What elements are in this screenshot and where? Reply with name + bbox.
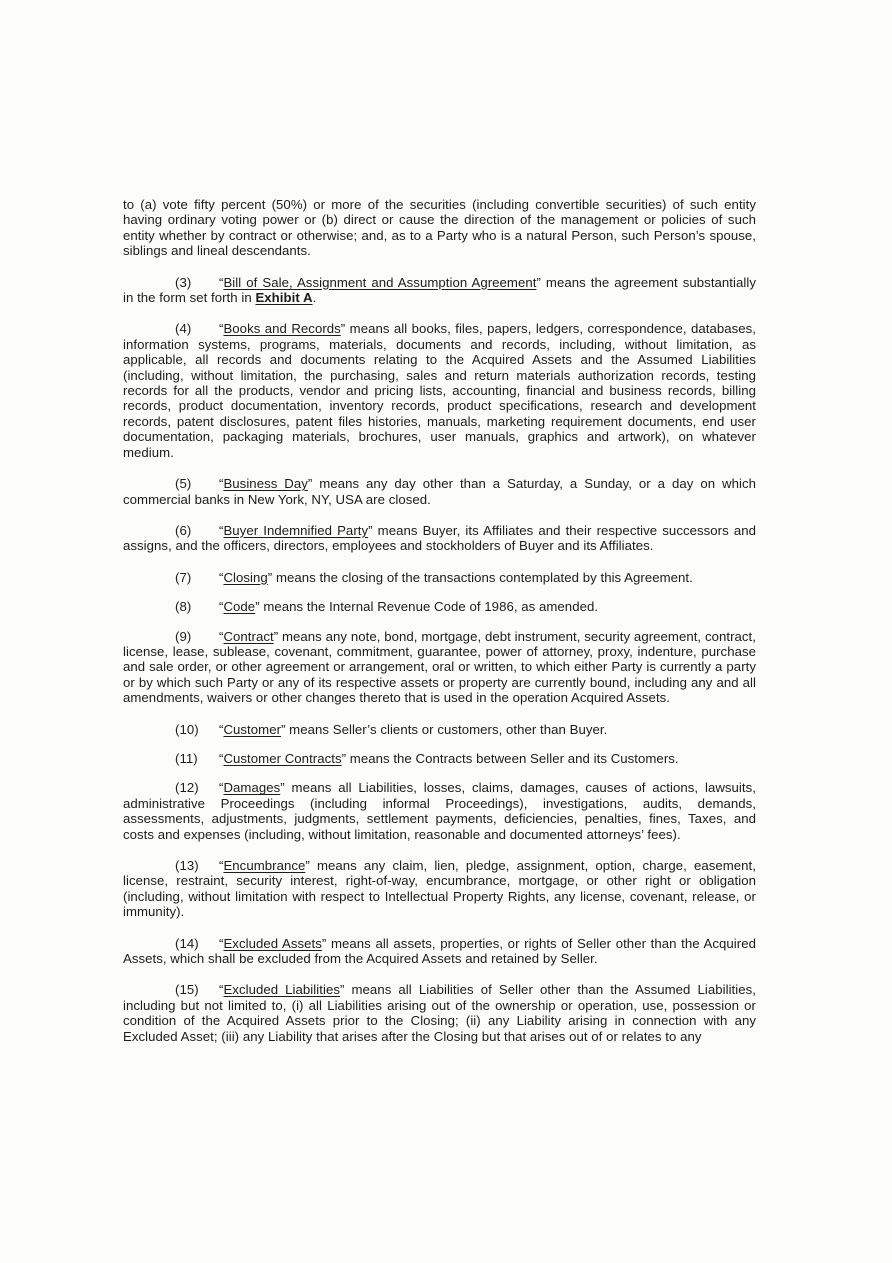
definition-number: (9) (175, 628, 192, 644)
definition-number: (3) (175, 274, 192, 290)
definition-number: (6) (175, 522, 192, 538)
definition-text: means all Liabilities, losses, claims, damages, causes of actions, lawsuits, administrative Proceedings (including informal Proceedings), investigations, audits, demands, assessments, adjustments, judgments, settlement payments, deficiencies, penalties, fines, Taxes, and costs and expenses (including, without limitation, reasonable and documented attorneys’ fees). (123, 780, 756, 842)
defined-term: Contract (223, 628, 274, 644)
defined-term: Excluded Liabilities (223, 982, 340, 998)
definition-text: means the Contracts between Seller and its Customers. (346, 750, 679, 766)
definition-text: means all books, files, papers, ledgers, correspondence, databases, information systems, programs, materials, documents and records, including, without limitation, as applicable, all records and documents relating to the Acquired Assets and the Assumed Liabilities (including, without limitation, the purchasing, sales and return materials authorization records, testing records for all the products, vendor and pricing lists, accounting, financial and business records, billing records, product documentation, inventory records, product specifications, research and development records, patent disclosures, patent files histories, manuals, marketing requirement documents, end user documentation, packaging materials, brochures, user manuals, graphics and artwork), on whatever medium. (123, 321, 756, 460)
continuation-paragraph (123, 197, 756, 259)
definition-text: means any claim, lien, pledge, assignment, option, charge, easement, license, restraint, security interest, right-of-way, encumbrance, mortgage, or other right or obligation (including, without limitation with respect to Intellectual Property Rights, any license, covenant, release, or immunity). (123, 858, 756, 920)
definition-text: means Seller’s clients or customers, other than Buyer. (285, 721, 608, 737)
defined-term: Excluded Assets (223, 935, 322, 951)
definition-12: (12) “Damages” means all Liabilities, losses, claims, damages, causes of actions, lawsuits, administrative Proceedings (including informal Proceedings), investigations, audits, demands, assessments, adjustments, judgments, settlement payments, deficiencies, penalties, fines, Taxes, and costs and expenses (including, without limitation, reasonable and documented attorneys’ fees). (123, 780, 756, 842)
definition-number: (12) (175, 780, 199, 796)
defined-term: Bill of Sale, Assignment and Assumption Agreement (223, 274, 537, 290)
document-body (123, 197, 756, 1060)
definition-number: (8) (175, 599, 192, 615)
definition-text: means Buyer, its Affiliates and their respective successors and assigns, and the officers, directors, employees and stockholders of Buyer and its Affiliates. (123, 522, 757, 554)
defined-term: Customer (223, 721, 282, 737)
definition-text: means the closing of the transactions contemplated by this Agreement. (272, 569, 693, 585)
definition-number: (11) (175, 750, 198, 766)
definition-13: (13) “Encumbrance” means any claim, lien, pledge, assignment, option, charge, easement, license, restraint, security interest, right-of-way, encumbrance, mortgage, or other right or obligation (including, without limitation with respect to Intellectual Property Rights, any license, covenant, release, or immunity). (123, 858, 756, 920)
definition-8: (8) “Code” means the Internal Revenue Code of 1986, as amended. (175, 599, 599, 615)
definition-number: (10) (175, 721, 199, 737)
defined-term: Books and Records (223, 321, 341, 337)
definition-3: (3) “Bill of Sale, Assignment and Assumption Agreement” means the agreement substantially in the form set forth in Exhibit A. (123, 274, 756, 306)
definition-10: (10) “Customer” means Seller’s clients or customers, other than Buyer. (175, 721, 608, 737)
defined-term: Code (223, 599, 256, 615)
definition-text: means any day other than a Saturday, a Sunday, or a day on which commercial banks in New York, NY, USA are closed. (123, 476, 756, 507)
definition-4: (4) “Books and Records” means all books, files, papers, ledgers, correspondence, databases, information systems, programs, materials, documents and records, including, without limitation, as applicable, all records and documents relating to the Acquired Assets and the Assumed Liabilities (including, without limitation, the purchasing, sales and return materials authorization records, testing records for all the products, vendor and pricing lists, accounting, financial and business records, billing records, product documentation, inventory records, product specifications, research and development records, patent disclosures, patent files histories, manuals, marketing requirement documents, end user documentation, packaging materials, brochures, user manuals, graphics and artwork), on whatever medium. (123, 321, 756, 460)
definition-11: (11) “Customer Contracts” means the Contracts between Seller and its Customers. (175, 750, 679, 766)
definition-number: (5) (175, 476, 192, 492)
defined-term: Buyer Indemnified Party (223, 522, 369, 538)
definition-text: means the agreement substantially in the form set forth in (123, 274, 756, 306)
definition-text: means all assets, properties, or rights of Seller other than the Acquired Assets, which shall be excluded from the Acquired Assets and retained by Seller. (123, 935, 756, 967)
definition-punctuation: . (312, 290, 317, 306)
defined-term: Closing (223, 569, 268, 585)
exhibit-reference: Exhibit A (255, 290, 313, 306)
definition-15: (15) “Excluded Liabilities” means all Liabilities of Seller other than the Assumed Liabilities, including but not limited to, (i) all Liabilities arising out of the ownership or operation, use, possession or condition of the Acquired Assets prior to the Closing; (ii) any Liability arising in connection with any Excluded Asset; (iii) any Liability that arises after the Closing but that arises out of or relates to any (123, 982, 756, 1044)
definition-number: (14) (175, 935, 199, 951)
definition-number: (7) (175, 569, 192, 585)
definition-text: means any note, bond, mortgage, debt instrument, security agreement, contract, license, lease, sublease, covenant, commitment, guarantee, power of attorney, proxy, indenture, purchase and sale order, or other agreement or arrangement, oral or written, to which either Party is currently a party or by which such Party or any of its respective assets or property are currently bound, including any and all amendments, waivers or other changes thereto that is used in the operation Acquired Assets. (123, 628, 756, 706)
definition-7: (7) “Closing” means the closing of the transactions contemplated by this Agreement. (175, 569, 693, 585)
definition-text: means the Internal Revenue Code of 1986, as amended. (259, 599, 599, 615)
defined-term: Encumbrance (223, 858, 306, 873)
definition-9: (9) “Contract” means any note, bond, mortgage, debt instrument, security agreement, contract, license, lease, sublease, covenant, commitment, guarantee, power of attorney, proxy, indenture, purchase and sale order, or other agreement or arrangement, oral or written, to which either Party is currently a party or by which such Party or any of its respective assets or property are currently bound, including any and all amendments, waivers or other changes thereto that is used in the operation Acquired Assets. (123, 628, 756, 706)
definition-number: (15) (175, 982, 199, 998)
defined-term: Damages (223, 780, 281, 796)
definition-5: (5) “Business Day” means any day other than a Saturday, a Sunday, or a day on which commercial banks in New York, NY, USA are closed. (123, 476, 756, 507)
definition-14: (14) “Excluded Assets” means all assets, properties, or rights of Seller other than the Acquired Assets, which shall be excluded from the Acquired Assets and retained by Seller. (123, 935, 756, 967)
definition-number: (4) (175, 321, 192, 337)
defined-term: Customer Contracts (223, 750, 342, 766)
definition-6: (6) “Buyer Indemnified Party” means Buyer, its Affiliates and their respective successors and assigns, and the officers, directors, employees and stockholders of Buyer and its Affiliates. (123, 522, 757, 554)
definition-text: means all Liabilities of Seller other than the Assumed Liabilities, including but not limited to, (i) all Liabilities arising out of the ownership or operation, use, possession or condition of the Acquired Assets prior to the Closing; (ii) any Liability arising in connection with any Excluded Asset; (iii) any Liability that arises after the Closing but that arises out of or relates to any (123, 982, 756, 1044)
definition-number: (13) (175, 858, 199, 873)
continuation-text: to (a) vote fifty percent (50%) or more of the securities (including convertible securities) of such entity having ordinary voting power or (b) direct or cause the direction of the management or policies of such entity whether by contract or otherwise; and, as to a Party who is a natural Person, such Person’s spouse, siblings and lineal descendants. (123, 197, 756, 259)
defined-term: Business Day (223, 476, 308, 492)
